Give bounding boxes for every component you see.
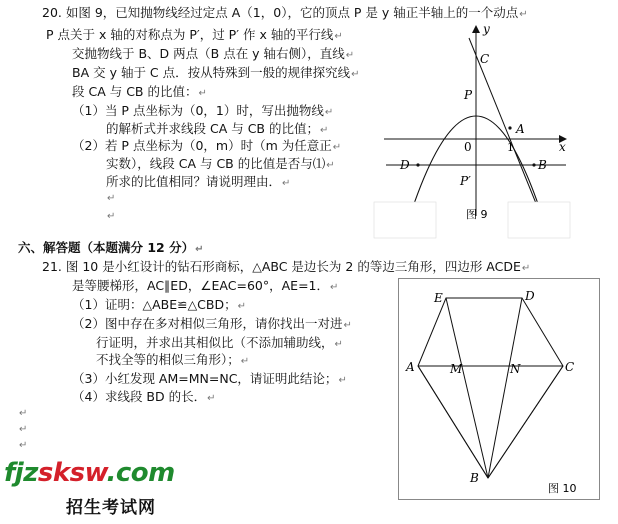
site-watermark-logo: fjzsksw.com xyxy=(4,458,175,488)
q20-part2-c: 所求的比值相同？请说明理由．↵ xyxy=(106,174,291,189)
section-heading: 六、解答题（本题满分 12 分）↵ xyxy=(18,240,204,255)
q21-part3: （3）小红发现 AM=MN=NC，请证明此结论；↵ xyxy=(72,371,347,386)
empty-paragraph: ↵ xyxy=(19,440,28,451)
label-b: B xyxy=(470,471,479,485)
point-a xyxy=(508,126,511,129)
figure-9-caption: 图 9 xyxy=(466,208,488,221)
q20-line5: 段 CA 与 CB 的比值：↵ xyxy=(72,84,207,99)
figure-9 xyxy=(370,18,610,240)
empty-paragraph: ↵ xyxy=(107,211,116,222)
label-p: P xyxy=(464,88,473,102)
empty-paragraph: ↵ xyxy=(19,408,28,419)
label-one: 1 xyxy=(507,141,514,154)
q21-part4: （4）求线段 BD 的长．↵ xyxy=(72,389,216,404)
label-c: C xyxy=(565,360,575,374)
figure-10-caption: 图 10 xyxy=(548,482,577,495)
q20-part1-b: 的解析式并求线段 CA 与 CB 的比值；↵ xyxy=(106,121,329,136)
label-c: C xyxy=(480,52,490,66)
q21-part2-c: 不找全等的相似三角形）；↵ xyxy=(96,352,250,367)
point-b xyxy=(532,163,535,166)
label-a: A xyxy=(406,360,415,374)
line-ba xyxy=(469,38,546,228)
label-m: M xyxy=(450,362,463,376)
label-origin: 0 xyxy=(464,140,472,154)
point-d xyxy=(416,163,419,166)
label-p-prime: P′ xyxy=(460,174,471,188)
q20-part2-b: 实数），线段 CA 与 CB 的比值是否与⑴↵ xyxy=(106,156,335,171)
site-watermark-slogan: 招生考试网 xyxy=(66,498,156,518)
label-b: B xyxy=(538,158,547,172)
q21-part2-b: 行证明，并求出其相似比（不添加辅助线，↵ xyxy=(96,335,343,350)
label-d: D xyxy=(400,158,410,172)
q21-line1: 21. 图 10 是小红设计的钻石形商标，△ABC 是边长为 2 的等边三角形，四边形 ACDE↵ xyxy=(42,259,531,274)
q21-part1: （1）证明：△ABE≌△CBD；↵ xyxy=(72,297,246,312)
q20-line4: BA 交 y 轴于 C 点．按从特殊到一般的规律探究线↵ xyxy=(72,65,360,80)
label-x: x xyxy=(559,140,566,154)
empty-paragraph: ↵ xyxy=(19,424,28,435)
label-n: N xyxy=(510,362,521,376)
q20-line2: P 点关于 x 轴的对称点为 P′，过 P′ 作 x 轴的平行线↵ xyxy=(46,27,343,42)
figure-10-frame xyxy=(399,279,600,500)
label-d: D xyxy=(525,289,535,303)
label-a: A xyxy=(516,122,525,136)
figure-10 xyxy=(398,278,600,500)
q20-part1-a: （1）当 P 点坐标为（0，1）时，写出抛物线↵ xyxy=(72,103,334,118)
q20-line1: 20. 如图 9，已知抛物线经过定点 A（1，0），它的顶点 P 是 y 轴正半轴上的一个动点↵ xyxy=(42,5,528,20)
q20-part2-a: （2）若 P 点坐标为（0，m）时（m 为任意正↵ xyxy=(72,138,342,153)
empty-paragraph: ↵ xyxy=(107,193,116,204)
q21-line2: 是等腰梯形，AC∥ED，∠EAC=60°，AE=1．↵ xyxy=(72,278,339,293)
q21-part2-a: （2）图中存在多对相似三角形，请你找出一对进↵ xyxy=(72,316,352,331)
label-e: E xyxy=(434,291,443,305)
q20-line3: 交抛物线于 B、D 两点（B 点在 y 轴右侧），直线↵ xyxy=(72,46,355,61)
label-y: y xyxy=(483,22,490,36)
